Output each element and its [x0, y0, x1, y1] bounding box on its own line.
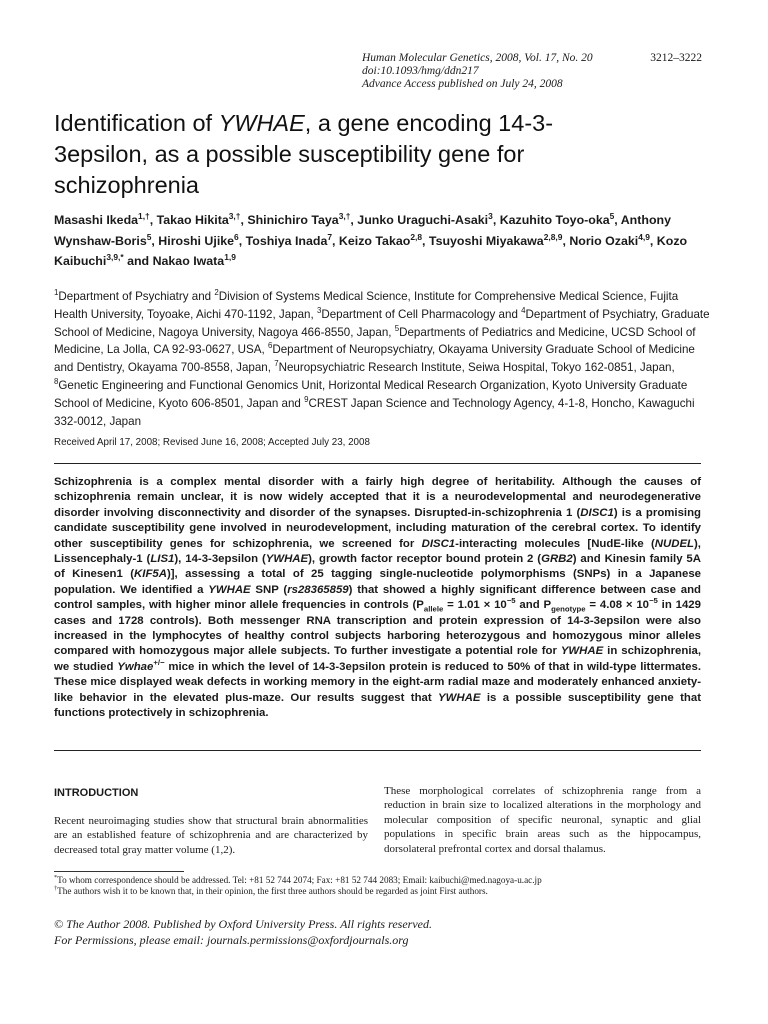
permissions-line: For Permissions, please email: journals.permissions@oxfordjournals.org — [54, 933, 409, 947]
footnote-joint-authors: †The authors wish it to be known that, in their opinion, the first three authors should be regarded as joint First authors. — [54, 884, 488, 896]
author-list: Masashi Ikeda$^{1,\dagger}$, Takao Hikita$^{3,\dagger}$, Shinichiro Taya$^{3,\dagger}$, Junko Uraguchi-Asaki$^3$, Kazuhito Toyo-oka$^5$, Anthony Wynshaw-Boris$^5$, Hiroshi Ujike$^6$, Toshiya Inada$^7$, Keizo Takao$^{2,8}$, Tsuyoshi Miyakawa$^{2,8,9}$, Norio Ozaki$^{4,9}$, Kozo Kaibuchi$^{3,9,*}$ and Nakao Iwata$^{1,9}$ — [54, 210, 688, 268]
title-gene: YWHAE — [218, 110, 305, 136]
title-part-2: , a gene encoding 14-3-3epsilon, as a possible susceptibility gene for schizophrenia — [54, 110, 554, 198]
journal-header — [362, 52, 702, 91]
author: Kazuhito Toyo-oka$^5$ — [499, 210, 615, 227]
paper-title — [54, 108, 614, 201]
title-part-1: Identification of — [54, 110, 219, 136]
abstract-top-rule — [54, 463, 701, 464]
author: Junko Uraguchi-Asaki$^3$ — [357, 210, 493, 227]
author: Takao Hikita$^{3,\dagger}$ — [156, 210, 241, 227]
author: Keizo Takao$^{2,8}$ — [338, 231, 423, 248]
intro-left-column: Recent neuroimaging studies show that structural brain abnormalities are an established feature of schizophrenia and are characterized by decreased total gray matter volume (1,2). — [54, 815, 368, 856]
author: Hiroshi Ujike$^6$ — [158, 231, 239, 248]
footnote-rule — [54, 871, 184, 872]
intro-right-column: These morphological correlates of schizophrenia range from a reduction in brain size to localized alterations in the morphology and molecular composition of specific neuronal, synaptic and glial populations in specific brain areas such as the hippocampus, dorsolateral prefrontal cortex and dorsal thalamus. — [384, 785, 701, 855]
author: Kozo Kaibuchi$^{3,9,*}$ — [54, 233, 688, 268]
author: Masashi Ikeda$^{1,\dagger}$ — [54, 210, 150, 227]
footnotes — [54, 875, 701, 897]
journal-citation: Human Molecular Genetics, 2008, Vol. 17, No. 20 — [362, 52, 593, 64]
doi[interactable]: doi:10.1093/hmg/ddn217 — [362, 65, 479, 77]
section-heading-introduction: INTRODUCTION — [54, 787, 139, 799]
author: Tsuyoshi Miyakawa$^{2,8,9}$ — [428, 231, 563, 248]
author: Toshiya Inada$^7$ — [245, 231, 333, 248]
abstract: Schizophrenia is a complex mental disorder with a fairly high degree of heritability. Although the causes of schizophrenia remain unclear, it is now widely accepted that it is a neurodevelopmental and neurodegenerative disorder involving disconnectivity and disorder of the synapses. Disrupted-in-schizophrenia 1 (DISC1) is a promising candidate susceptibility gene involved in neurodevelopment, including maturation of the cerebral cortex. To identify other susceptibility genes for schizophrenia, we screened for DISC1-interacting molecules [NudE-like (NUDEL), Lissencephaly-1 (LIS1), 14-3-3epsilon (YWHAE), growth factor receptor bound protein 2 (GRB2) and Kinesin family 5A of Kinesen1 (KIF5A)], assessing a total of 25 tagging single-nucleotide polymorphisms (SNPs) in a Japanese population. We identified a YWHAE SNP (rs28365859) that showed a highly significant difference between case and control samples, with higher minor allele frequencies in controls ($P_{allele} = 1.01 \times 10^{-5}$ and $P_{genotype} = 4.08 \times 10^{-5}$ in 1429 cases and 1728 controls). Both messenger RNA transcription and protein expression of 14-3-3epsilon were also increased in the lymphocytes of healthy control subjects harboring heterozygous and homozygous minor alleles compared with homozygous major allele subjects. To further investigate a potential role for YWHAE in schizophrenia, we studied Ywhae+/− mice in which the level of 14-3-3epsilon protein is reduced to 50% of that in wild-type littermates. These mice displayed weak defects in working memory in the eight-arm radial maze and moderately enhanced anxiety-like behavior in the elevated plus-maze. Our results suggest that YWHAE is a possible susceptibility gene that functions protectively in schizophrenia. — [54, 476, 702, 720]
footnote-correspondence: *To whom correspondence should be addressed. Tel: +81 52 744 2074; Fax: +81 52 744 2083; Email: kaibuchi@med.nagoya-u.ac.jp — [54, 873, 542, 885]
copyright — [54, 916, 701, 948]
author: Norio Ozaki$^{4,9}$ — [569, 231, 650, 248]
received-dates: Received April 17, 2008; Revised June 16, 2008; Accepted July 23, 2008 — [54, 437, 370, 448]
abstract-bottom-rule — [54, 750, 701, 751]
author: Anthony Wynshaw-Boris$^5$ — [54, 213, 671, 248]
advance-access: Advance Access published on July 24, 2008 — [362, 78, 563, 90]
author: Shinichiro Taya$^{3,\dagger}$ — [247, 210, 351, 227]
author: Nakao Iwata$^{1,9}$ — [152, 251, 236, 268]
affiliations: $^1$Department of Psychiatry and $^2$Division of Systems Medical Science, Institute for Comprehensive Medical Science, Fujita Health University, Toyoake, Aichi 470-1192, Japan, $^3$Department of Cell Pharmacology and $^4$Department of Psychiatry, Graduate School of Medicine, Nagoya University, Nagoya 466-8550, Japan, $^5$Departments of Pediatrics and Medicine, UCSD School of Medicine, La Jolla, CA 92-93-0627, USA, $^6$Department of Neuropsychiatry, Okayama University Graduate School of Medicine and Dentistry, Okayama 700-8558, Japan, $^7$Neuropsychiatric Research Institute, Seiwa Hospital, Tokyo 162-0851, Japan, $^8$Genetic Engineering and Functional Genomics Unit, Horizontal Medical Research Organization, Kyoto University Graduate School of Medicine, Kyoto 606-8501, Japan and $^9$CREST Japan Science and Technology Agency, 4-1-8, Honcho, Kawaguchi 332-0012, Japan — [54, 288, 710, 428]
page-range: 3212–3222 — [650, 52, 702, 64]
copyright-line: © The Author 2008. Published by Oxford University Press. All rights reserved. — [54, 917, 432, 931]
